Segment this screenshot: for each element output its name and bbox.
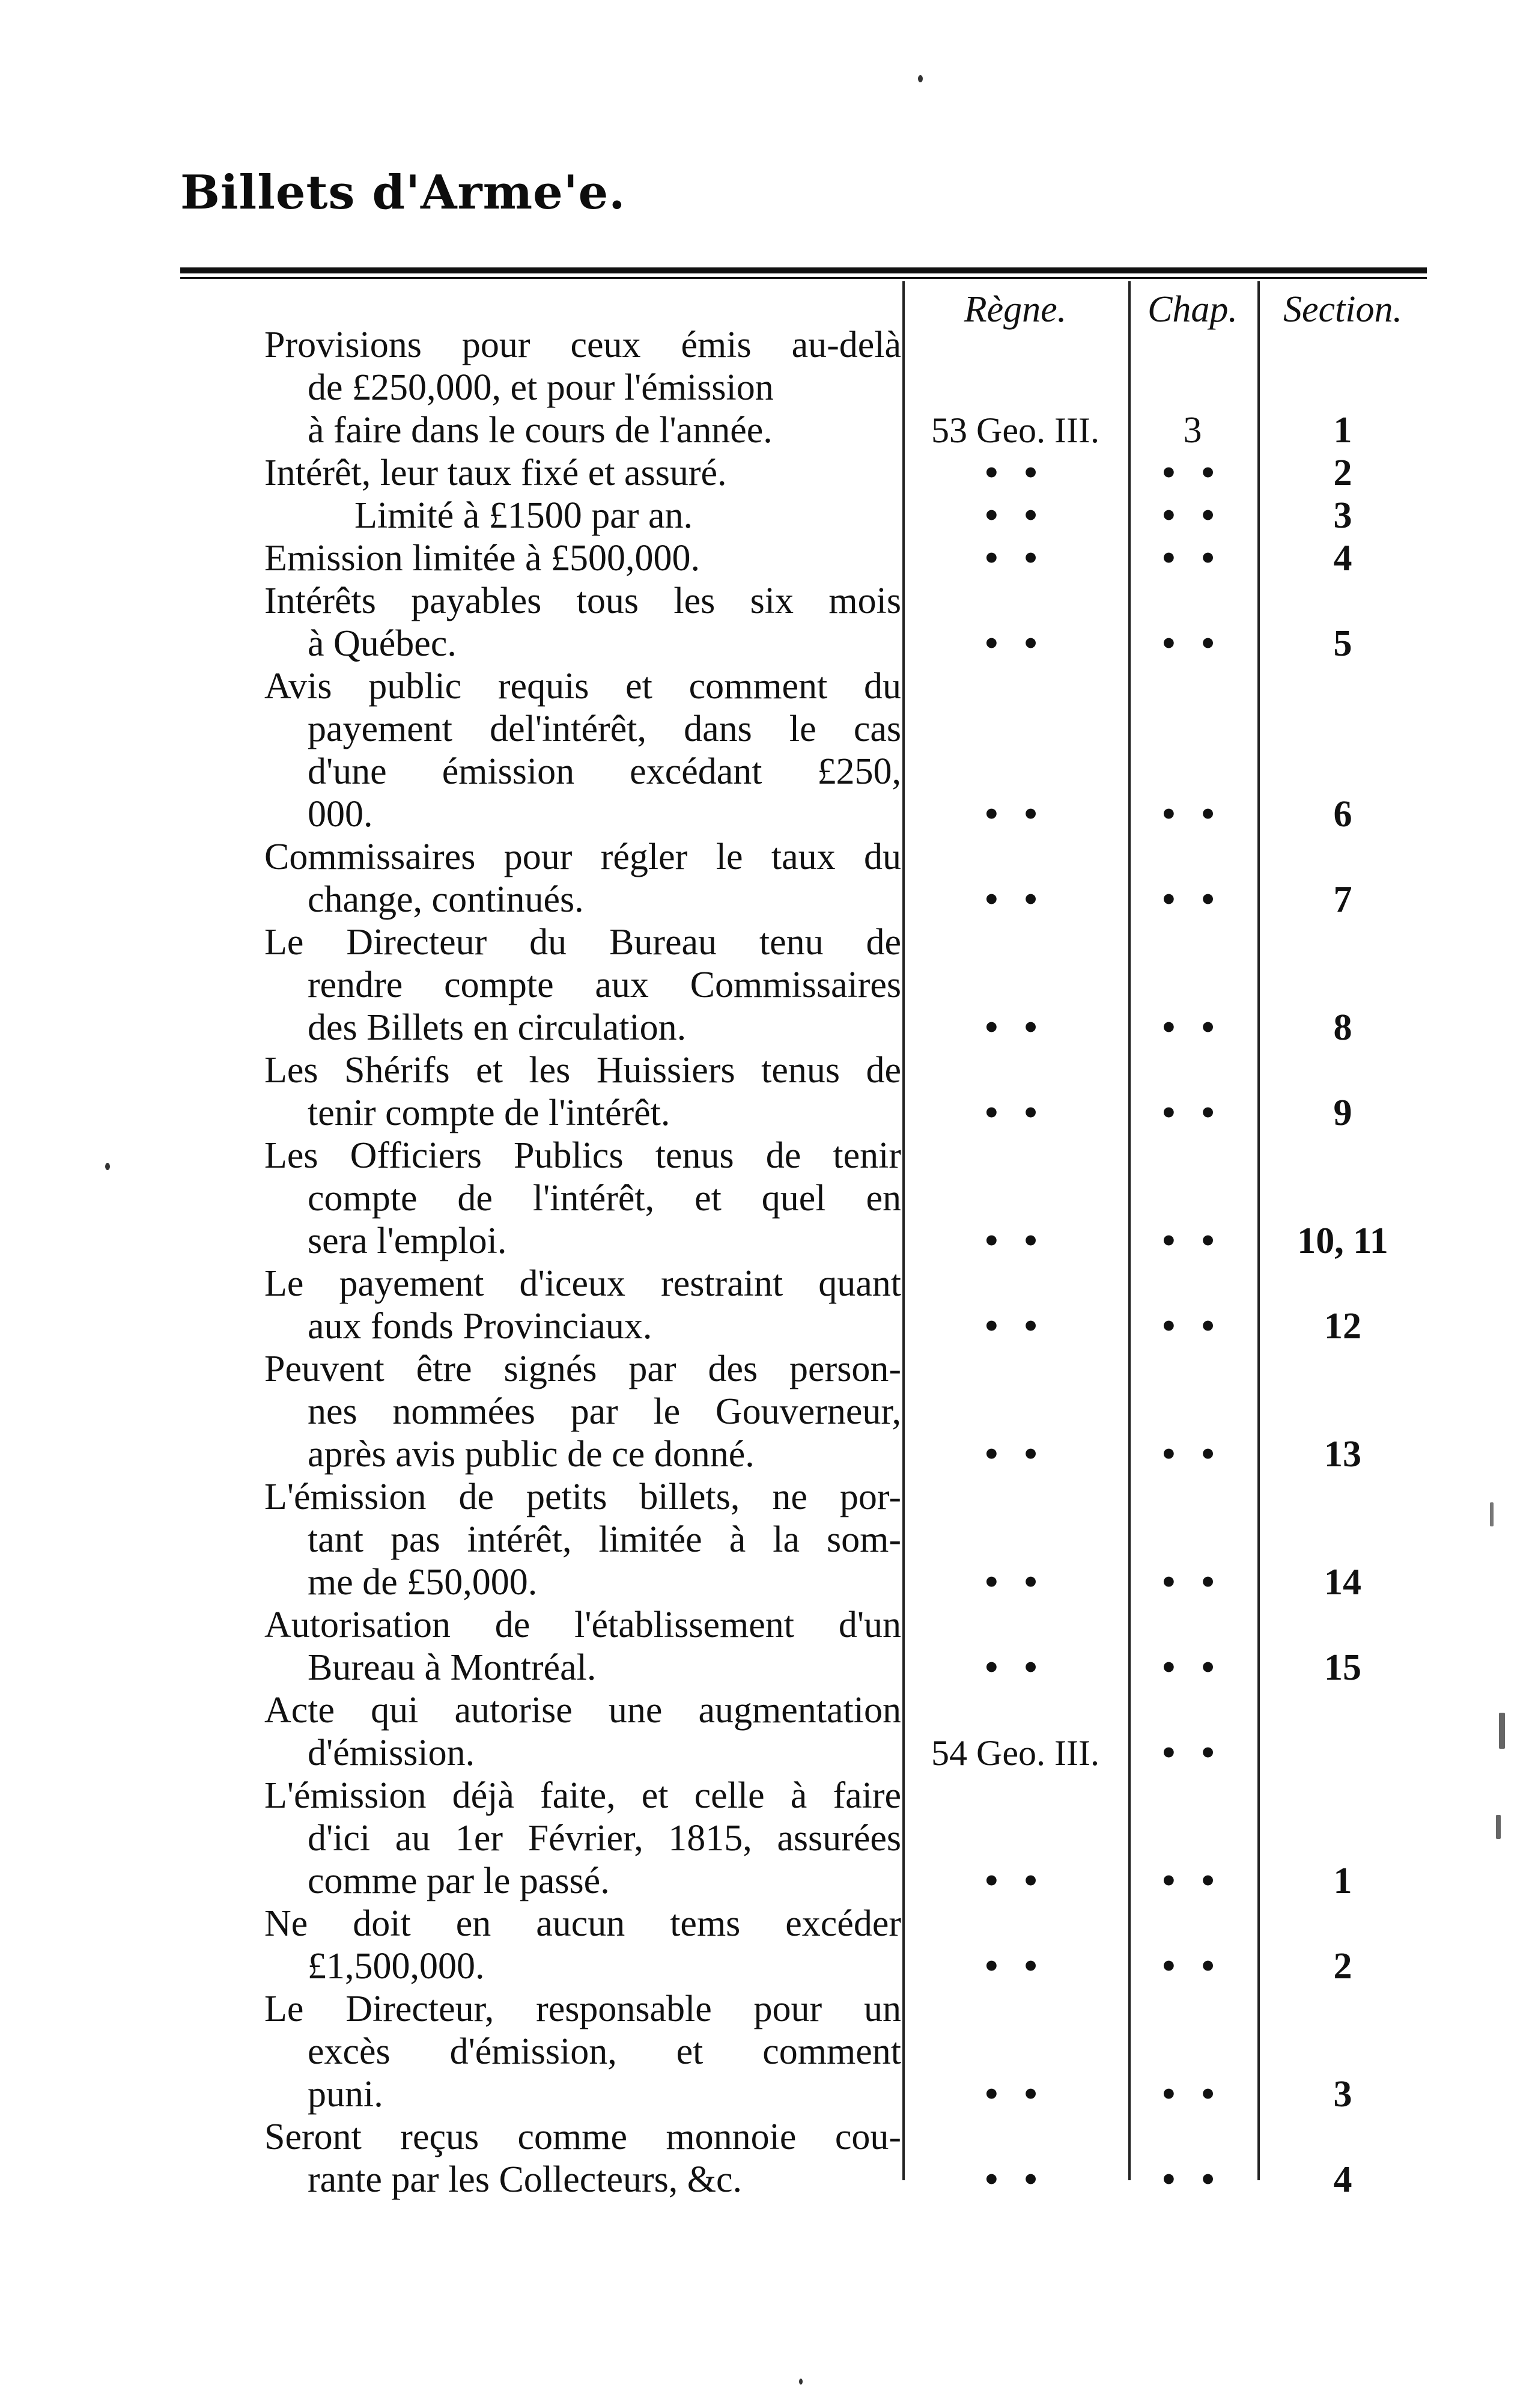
entry-line: Les Officiers Publics tenus de tenir (264, 1135, 901, 1176)
regne-cell: • • (985, 1007, 1046, 1048)
section-cell: 14 (1324, 1562, 1361, 1603)
column-header-section: Section. (1283, 289, 1402, 330)
chap-cell: • • (1162, 1093, 1223, 1133)
print-speck (1496, 1815, 1501, 1839)
entry-line: Commissaires pour régler le taux du (264, 837, 901, 877)
entry-line: rante par les Collecteurs, &c. (308, 2159, 743, 2200)
print-speck (1499, 1713, 1505, 1749)
regne-cell: • • (985, 794, 1046, 835)
chap-cell: • • (1162, 538, 1223, 579)
section-cell: 3 (1333, 2074, 1352, 2115)
regne-cell: • • (985, 1647, 1046, 1688)
index-entry (264, 452, 901, 495)
section-cell: 13 (1324, 1434, 1361, 1475)
section-cell: 5 (1333, 623, 1352, 664)
chap-cell: • • (1162, 2074, 1223, 2115)
section-cell: 10, 11 (1297, 1221, 1388, 1261)
entry-line: comme par le passé. (308, 1861, 610, 1901)
chap-cell: • • (1162, 2159, 1223, 2200)
entry-line: à faire dans le cours de l'année. (308, 410, 773, 451)
entry-line: me de £50,000. (308, 1562, 538, 1603)
regne-cell: • • (985, 623, 1046, 664)
chap-cell: • • (1162, 1562, 1223, 1603)
section-cell: 2 (1333, 453, 1352, 493)
entry-line: £1,500,000. (308, 1946, 485, 1987)
regne-cell: • • (985, 2074, 1046, 2115)
entry-line: excès d'émission, et comment (308, 2031, 901, 2072)
section-cell: 15 (1324, 1647, 1361, 1688)
regne-cell: 53 Geo. III. (931, 410, 1099, 450)
entry-line: Le payement d'iceux restraint quant (264, 1263, 901, 1304)
chap-cell: • • (1162, 1306, 1223, 1347)
header-rule-thin (180, 277, 1427, 279)
section-cell: 2 (1333, 1946, 1352, 1987)
section-cell: 4 (1333, 538, 1352, 579)
entry-line: des Billets en circulation. (308, 1007, 687, 1048)
section-cell: 1 (1333, 1861, 1352, 1901)
column-header-regne: Règne. (964, 289, 1067, 330)
entry-line: rendre compte aux Commissaires (308, 965, 901, 1005)
section-cell: 6 (1333, 794, 1352, 835)
regne-cell: • • (985, 1434, 1046, 1475)
section-cell: 9 (1333, 1093, 1352, 1133)
regne-cell: • • (985, 1861, 1046, 1901)
index-entry (264, 1903, 901, 1988)
index-entry (264, 1348, 901, 1476)
entry-line: d'émission. (308, 1733, 475, 1773)
section-cell: 3 (1333, 495, 1352, 536)
regne-cell: • • (985, 1306, 1046, 1347)
regne-cell: • • (985, 1221, 1046, 1261)
entry-line: d'ici au 1er Février, 1815, assurées (308, 1818, 901, 1859)
entry-line: Acte qui autorise une augmentation (264, 1690, 901, 1731)
chap-cell: • • (1162, 794, 1223, 835)
chap-cell: • • (1162, 623, 1223, 664)
regne-cell: • • (985, 2159, 1046, 2200)
entry-line: Autorisation de l'établissement d'un (264, 1605, 901, 1645)
entry-line: Le Directeur du Bureau tenu de (264, 922, 901, 963)
entry-line: de £250,000, et pour l'émission (308, 367, 774, 408)
index-entry (264, 495, 901, 537)
entry-line: Intérêts payables tous les six mois (264, 581, 901, 621)
entry-line: Intérêt, leur taux fixé et assuré. (264, 453, 727, 493)
print-speck (799, 2379, 803, 2385)
entry-line: aux fonds Provinciaux. (308, 1306, 652, 1347)
section-cell (1259, 1732, 1427, 1775)
chap-cell: • • (1162, 1434, 1223, 1475)
entry-line: Avis public requis et comment du (264, 666, 901, 707)
index-entry (264, 1775, 901, 1903)
entry-line: Peuvent être signés par des person- (264, 1349, 901, 1389)
index-entry (264, 2116, 901, 2201)
section-cell: 7 (1333, 879, 1352, 920)
entry-line: tant pas intérêt, limitée à la som- (308, 1519, 901, 1560)
print-speck (105, 1163, 110, 1170)
chap-cell: • • (1162, 1007, 1223, 1048)
entry-line: Ne doit en aucun tems excéder (264, 1903, 901, 1944)
section-cell: 1 (1333, 410, 1352, 451)
column-header-chap: Chap. (1147, 289, 1238, 330)
chap-cell: • • (1162, 879, 1223, 920)
index-entry (264, 665, 901, 836)
entry-line: Les Shérifs et les Huissiers tenus de (264, 1050, 901, 1091)
entry-line: Provisions pour ceux émis au-delà (264, 325, 901, 365)
chap-cell: • • (1162, 495, 1223, 536)
entry-line: d'une émission excédant £250, (308, 751, 901, 792)
entry-line: Bureau à Montréal. (308, 1647, 597, 1688)
entry-line: tenir compte de l'intérêt. (308, 1093, 670, 1133)
index-entry (264, 324, 901, 452)
regne-cell: 54 Geo. III. (931, 1733, 1099, 1773)
regne-cell: • • (985, 879, 1046, 920)
index-entry (264, 836, 901, 921)
print-speck (918, 75, 923, 82)
entry-line: Seront reçus comme monnoie cou- (264, 2117, 901, 2157)
index-entry (264, 1135, 901, 1263)
regne-cell: • • (985, 495, 1046, 536)
index-entry (264, 1689, 901, 1775)
chap-cell: • • (1162, 1861, 1223, 1901)
index-entry (264, 1476, 901, 1604)
chap-cell: • • (1162, 1733, 1223, 1773)
chap-cell: • • (1162, 1647, 1223, 1688)
entry-line: Le Directeur, responsable pour un (264, 1989, 901, 2029)
entry-line: payement del'intérêt, dans le cas (308, 709, 901, 749)
entry-line: 000. (308, 794, 373, 835)
entry-line: après avis public de ce donné. (308, 1434, 755, 1475)
index-entry (264, 580, 901, 665)
index-entry (264, 1988, 901, 2116)
chap-cell: • • (1162, 453, 1223, 493)
entry-line: compte de l'intérêt, et quel en (308, 1178, 901, 1219)
section-cell: 8 (1333, 1007, 1352, 1048)
section-cell: 12 (1324, 1306, 1361, 1347)
regne-cell: • • (985, 1562, 1046, 1603)
index-entry (264, 1604, 901, 1689)
entry-line: nes nommées par le Gouverneur, (308, 1391, 901, 1432)
chap-cell: • • (1162, 1221, 1223, 1261)
running-head: Billets d'Arme'e. (180, 165, 626, 220)
entry-line: change, continués. (308, 879, 584, 920)
entry-line: à Québec. (308, 623, 457, 664)
regne-cell: • • (985, 1946, 1046, 1987)
regne-cell: • • (985, 538, 1046, 579)
index-entry (264, 537, 901, 580)
section-cell: 4 (1333, 2159, 1352, 2200)
print-speck (1490, 1502, 1494, 1526)
header-rule (180, 267, 1427, 273)
chap-cell: 3 (1183, 410, 1202, 451)
regne-cell: • • (985, 453, 1046, 493)
entry-line: Limité à £1500 par an. (354, 495, 693, 536)
index-entry (264, 921, 901, 1049)
regne-cell: • • (985, 1093, 1046, 1133)
entry-line: puni. (308, 2074, 383, 2115)
index-entry (264, 1049, 901, 1135)
index-entry (264, 1263, 901, 1348)
entry-line: Emission limitée à £500,000. (264, 538, 700, 579)
entry-line: L'émission déjà faite, et celle à faire (264, 1775, 901, 1816)
chap-cell: • • (1162, 1946, 1223, 1987)
entry-line: L'émission de petits billets, ne por- (264, 1477, 901, 1517)
entry-line: sera l'emploi. (308, 1221, 507, 1261)
